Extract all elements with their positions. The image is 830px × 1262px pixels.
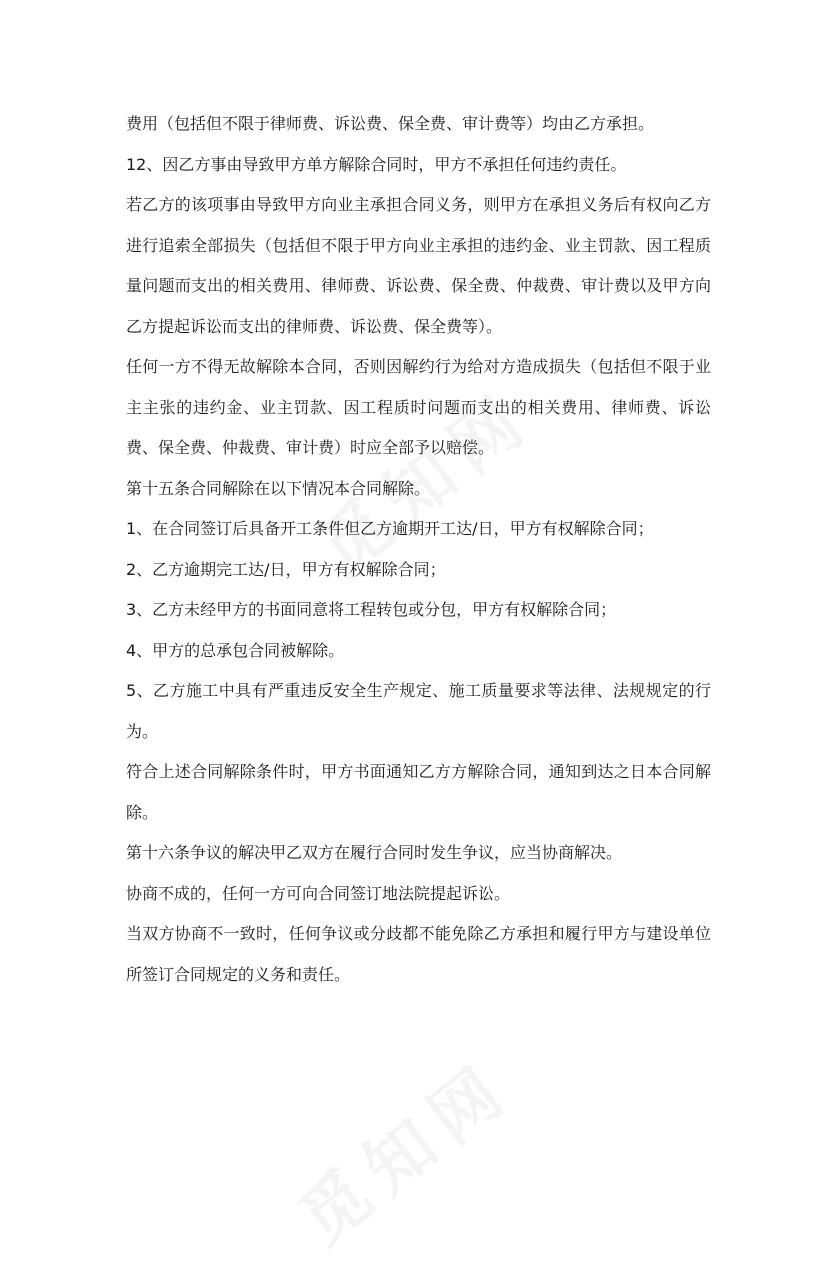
document-body bbox=[126, 104, 711, 995]
paragraph: 符合上述合同解除条件时，甲方书面通知乙方方解除合同，通知到达之日本合同解除。 bbox=[126, 762, 711, 822]
paragraph: 协商不成的，任何一方可向合同签订地法院提起诉讼。 bbox=[126, 883, 511, 903]
paragraph: 当双方协商不一致时，任何争议或分歧都不能免除乙方承担和履行甲方与建设单位所签订合同规定的义务和责任。 bbox=[126, 924, 711, 984]
section-heading: 第十六条争议的解决甲乙双方在履行合同时发生争议，应当协商解决。 bbox=[126, 843, 623, 862]
paragraph: 任何一方不得无故解除本合同，否则因解约行为给对方造成损失（包括但不限于业主主张的违约金、业主罚款、因工程质时问题而支出的相关费用、律师费、诉讼费、保全费、仲裁费、审计费）时应全部予以赔偿。 bbox=[126, 357, 711, 457]
watermark bbox=[276, 1035, 530, 1262]
list-item: 1、在合同签订后具备开工条件但乙方逾期开工达/日，甲方有权解除合同； bbox=[126, 519, 654, 538]
list-item: 3、乙方未经甲方的书面同意将工程转包或分包，甲方有权解除合同； bbox=[126, 600, 617, 619]
list-item: 2、乙方逾期完工达/日，甲方有权解除合同； bbox=[126, 559, 446, 579]
paragraph: 费用（包括但不限于律师费、诉讼费、保全费、审计费等）均由乙方承担。 bbox=[126, 114, 655, 133]
paragraph: 12、因乙方事由导致甲方单方解除合同时，甲方不承担任何违约责任。 bbox=[126, 154, 627, 174]
section-heading: 第十五条合同解除在以下情况本合同解除。 bbox=[126, 478, 431, 498]
list-item: 4、甲方的总承包合同被解除。 bbox=[126, 640, 345, 660]
list-item: 5、乙方施工中具有严重违反安全生产规定、施工质量要求等法律、法规规定的行为。 bbox=[126, 681, 711, 741]
paragraph: 若乙方的该项事由导致甲方向业主承担合同义务，则甲方在承担义务后有权向乙方进行追索全部损失（包括但不限于甲方向业主承担的违约金、业主罚款、因工程质量问题而支出的相关费用、律师费、诉讼费、保全费、仲裁费、审计费以及甲方向乙方提起诉讼而支出的律师费、诉讼费、保全费等）。 bbox=[126, 195, 711, 336]
